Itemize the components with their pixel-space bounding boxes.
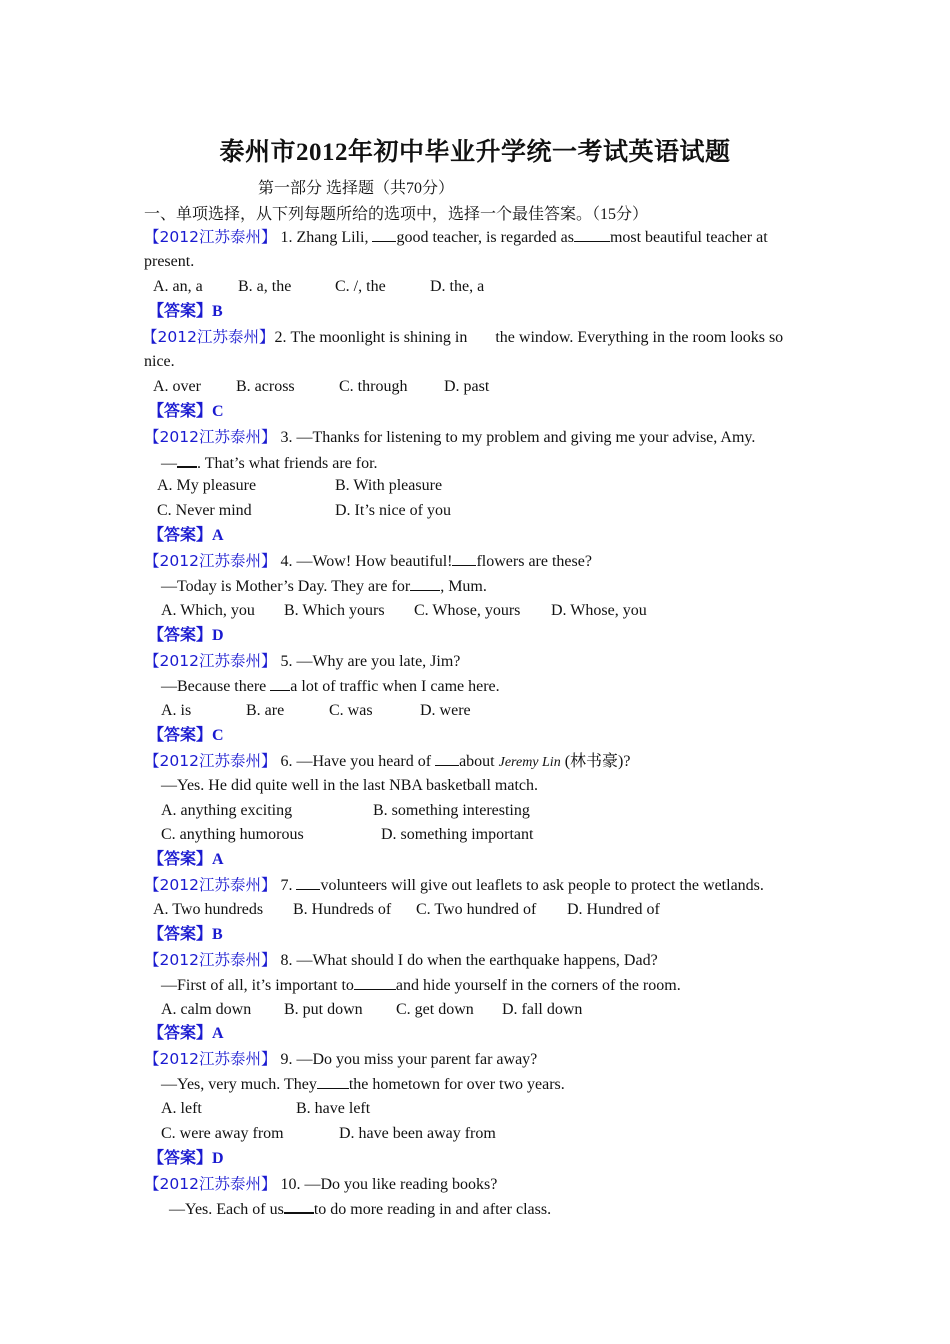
person-name: Jeremy Lin [498,755,561,770]
option-d: D. It’s nice of you [335,502,451,519]
answer-blank [270,676,290,691]
option-b: B. a, the [238,278,292,295]
question-10-reply: —Yes. Each of us to do more reading in and after class. [169,1198,551,1220]
option-b: B. Which yours [284,602,385,619]
question-4: 【2012江苏泰州】 4. —Wow! How beautiful! flowers are these? [144,552,592,570]
question-1: 【2012江苏泰州】 1. Zhang Lili, good teacher, is regarded as most beautiful teacher at [144,228,768,246]
option-b: B. across [236,378,295,395]
option-a: A. anything exciting [161,802,293,819]
answer-9: 【答案】D [148,1150,224,1167]
answer-blank [435,751,459,766]
answer-blank [410,576,440,591]
question-3: 【2012江苏泰州】 3. —Thanks for listening to my problem and giving me your advise, Amy. [144,428,756,446]
answer-blank [354,975,396,990]
option-d: D. Whose, you [551,602,647,619]
option-c: C. /, the [335,278,386,295]
question-2: 【2012江苏泰州】2. The moonlight is shining in the window. Everything in the room looks so [142,328,784,346]
option-c: C. through [339,378,408,395]
source-tag: 【2012江苏泰州】 [144,1050,277,1068]
answer-blank [177,452,197,468]
source-tag: 【2012江苏泰州】 [144,951,277,969]
question-6-reply: —Yes. He did quite well in the last NBA basketball match. [161,777,538,794]
option-c: C. get down [396,1001,474,1018]
question-9-reply: —Yes, very much. They the hometown for over two years. [161,1076,565,1093]
option-d: D. the, a [430,278,485,295]
question-4-reply: —Today is Mother’s Day. They are for , Mum. [161,578,487,595]
source-tag: 【2012江苏泰州】 [144,1175,277,1193]
source-tag: 【2012江苏泰州】 [144,752,277,770]
answer-blank [317,1074,349,1089]
question-7: 【2012江苏泰州】 7. volunteers will give out leaflets to ask people to protect the wetlands. [144,876,764,894]
source-tag: 【2012江苏泰州】 [142,328,275,346]
option-c: C. was [329,702,373,719]
source-tag: 【2012江苏泰州】 [144,428,277,446]
answer-3: 【答案】A [148,527,224,544]
question-5: 【2012江苏泰州】 5. —Why are you late, Jim? [144,652,461,670]
answer-blank [284,1198,314,1214]
option-d: D. past [444,378,490,395]
answer-blank [372,227,396,242]
source-tag: 【2012江苏泰州】 [144,228,277,246]
option-a: A. left [161,1100,202,1117]
option-a: A. calm down [161,1001,252,1018]
part-heading: 第一部分 选择题（共70分） [258,180,455,197]
question-9: 【2012江苏泰州】 9. —Do you miss your parent far away? [144,1050,538,1068]
source-tag: 【2012江苏泰州】 [144,652,277,670]
question-5-reply: —Because there a lot of traffic when I came here. [161,678,500,695]
source-tag: 【2012江苏泰州】 [144,876,277,894]
option-a: A. Two hundreds [153,901,264,918]
option-b: B. something interesting [373,802,530,819]
option-a: A. is [161,702,192,719]
source-tag: 【2012江苏泰州】 [144,552,277,570]
answer-8: 【答案】A [148,1025,224,1042]
answer-blank [452,551,476,566]
option-c: C. Whose, yours [414,602,521,619]
option-d: D. have been away from [339,1125,496,1142]
question-3-reply: — . That’s what friends are for. [161,452,378,474]
answer-7: 【答案】B [148,926,223,943]
option-a: A. over [153,378,201,395]
question-6: 【2012江苏泰州】 6. —Have you heard of about Jeremy Lin (林书豪)? [144,752,631,770]
option-b: B. With pleasure [335,477,443,494]
option-d: D. were [420,702,471,719]
option-c: C. anything humorous [161,826,304,843]
question-8-reply: —First of all, it’s important to and hide yourself in the corners of the room. [161,977,681,994]
option-d: D. something important [381,826,534,843]
option-c: C. Never mind [157,502,252,519]
option-d: D. fall down [502,1001,583,1018]
option-a: A. Which, you [161,602,255,619]
option-b: B. put down [284,1001,363,1018]
answer-blank [574,227,610,242]
option-d: D. Hundred of [567,901,660,918]
answer-6: 【答案】A [148,851,224,868]
option-c: C. were away from [161,1125,284,1142]
question-10: 【2012江苏泰州】 10. —Do you like reading books? [144,1175,498,1193]
option-b: B. have left [296,1100,371,1117]
answer-5: 【答案】C [148,727,224,744]
question-1-cont: present. [144,253,195,270]
question-8: 【2012江苏泰州】 8. —What should I do when the earthquake happens, Dad? [144,951,658,969]
answer-2: 【答案】C [148,403,224,420]
option-c: C. Two hundred of [416,901,537,918]
option-a: A. an, a [153,278,203,295]
option-b: B. Hundreds of [293,901,392,918]
page-title: 泰州市2012年初中毕业升学统一考试英语试题 [219,139,731,166]
answer-blank [296,875,320,890]
answer-4: 【答案】D [148,627,224,644]
option-a: A. My pleasure [157,477,257,494]
answer-1: 【答案】B [148,303,223,320]
option-b: B. are [246,702,285,719]
section-heading: 一、单项选择，从下列每题所给的选项中，选择一个最佳答案。（15分） [144,206,649,223]
question-2-cont: nice. [144,353,175,370]
